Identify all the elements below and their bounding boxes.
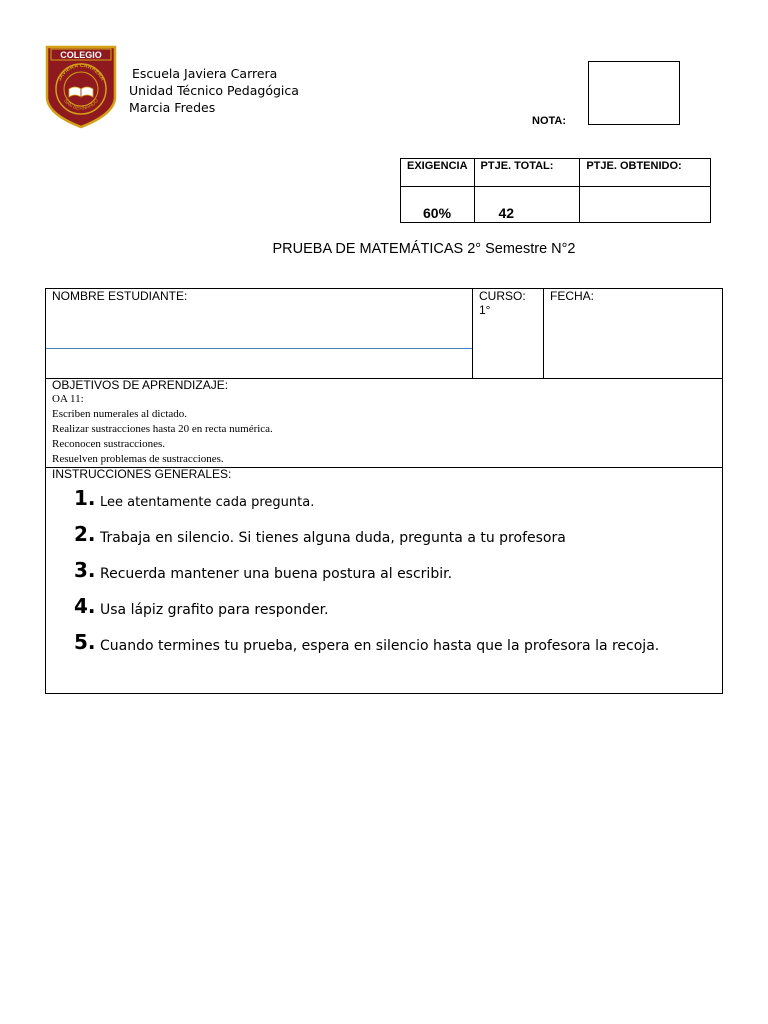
objective-item: Escriben numerales al dictado. (52, 408, 188, 420)
nota-label: NOTA: (532, 115, 567, 127)
name-label: NOMBRE ESTUDIANTE: (52, 289, 188, 303)
ptje-total-header: PTJE. TOTAL: (474, 159, 580, 187)
logo-banner-text: COLEGIO (60, 50, 102, 60)
logo-ring-text-bottom: SAN BERNARDO (62, 98, 100, 112)
instruction-text: Recuerda mantener una buena postura al escribir. (100, 566, 453, 582)
instruction-item (74, 630, 674, 657)
instructions-list (74, 486, 674, 657)
instruction-number: 2. (74, 522, 96, 546)
score-table (400, 158, 711, 223)
instructions-title: INSTRUCCIONES GENERALES: (52, 467, 232, 481)
school-logo (45, 45, 117, 129)
instruction-text: Usa lápiz grafito para responder. (100, 602, 329, 618)
name-cell[interactable] (46, 289, 473, 378)
school-header (129, 65, 299, 116)
instruction-text: Trabaja en silencio. Si tienes alguna duda, pregunta a tu profesora (100, 530, 566, 546)
curso-cell[interactable] (473, 289, 544, 378)
ptje-total-value: 42 (474, 187, 580, 223)
exigencia-value: 60% (401, 187, 475, 223)
school-name: Escuela Javiera Carrera (132, 66, 278, 81)
instruction-number: 4. (74, 594, 96, 618)
instruction-item (74, 558, 674, 585)
ptje-obtenido-value[interactable] (580, 187, 711, 223)
objectives-section (46, 379, 722, 468)
objective-item: OA 11: (52, 393, 84, 405)
instruction-number: 5. (74, 630, 96, 654)
objectives-title: OBJETIVOS DE APRENDIZAJE: (52, 378, 229, 392)
instruction-number: 1. (74, 486, 96, 510)
curso-label: CURSO: (479, 289, 526, 303)
teacher-name: Marcia Fredes (129, 100, 216, 115)
school-unit: Unidad Técnico Pedagógica (129, 83, 299, 98)
fecha-cell[interactable] (544, 289, 722, 378)
instruction-item (74, 486, 674, 513)
objective-item: Resuelven problemas de sustracciones. (52, 453, 224, 465)
ptje-obtenido-header: PTJE. OBTENIDO: (580, 159, 711, 187)
instruction-text: Cuando termines tu prueba, espera en silencio hasta que la profesora la recoja. (100, 638, 660, 654)
student-info-table (45, 288, 723, 694)
instruction-text: Lee atentamente cada pregunta. (100, 495, 315, 510)
exigencia-header: EXIGENCIA (401, 159, 475, 187)
instruction-item (74, 522, 674, 549)
student-row (46, 289, 722, 379)
instructions-section (46, 468, 722, 693)
curso-value: 1° (479, 303, 491, 317)
nota-box[interactable] (588, 61, 680, 125)
objective-item: Realizar sustracciones hasta 20 en recta numérica. (52, 423, 273, 435)
fecha-label: FECHA: (550, 289, 595, 303)
instruction-item (74, 594, 674, 621)
name-line (46, 348, 472, 349)
page-title: PRUEBA DE MATEMÁTICAS 2° Semestre N°2 (272, 241, 576, 257)
logo-ring-text: JAVIERA CARRERA (56, 62, 106, 82)
instruction-number: 3. (74, 558, 96, 582)
objective-item: Reconocen sustracciones. (52, 438, 166, 450)
